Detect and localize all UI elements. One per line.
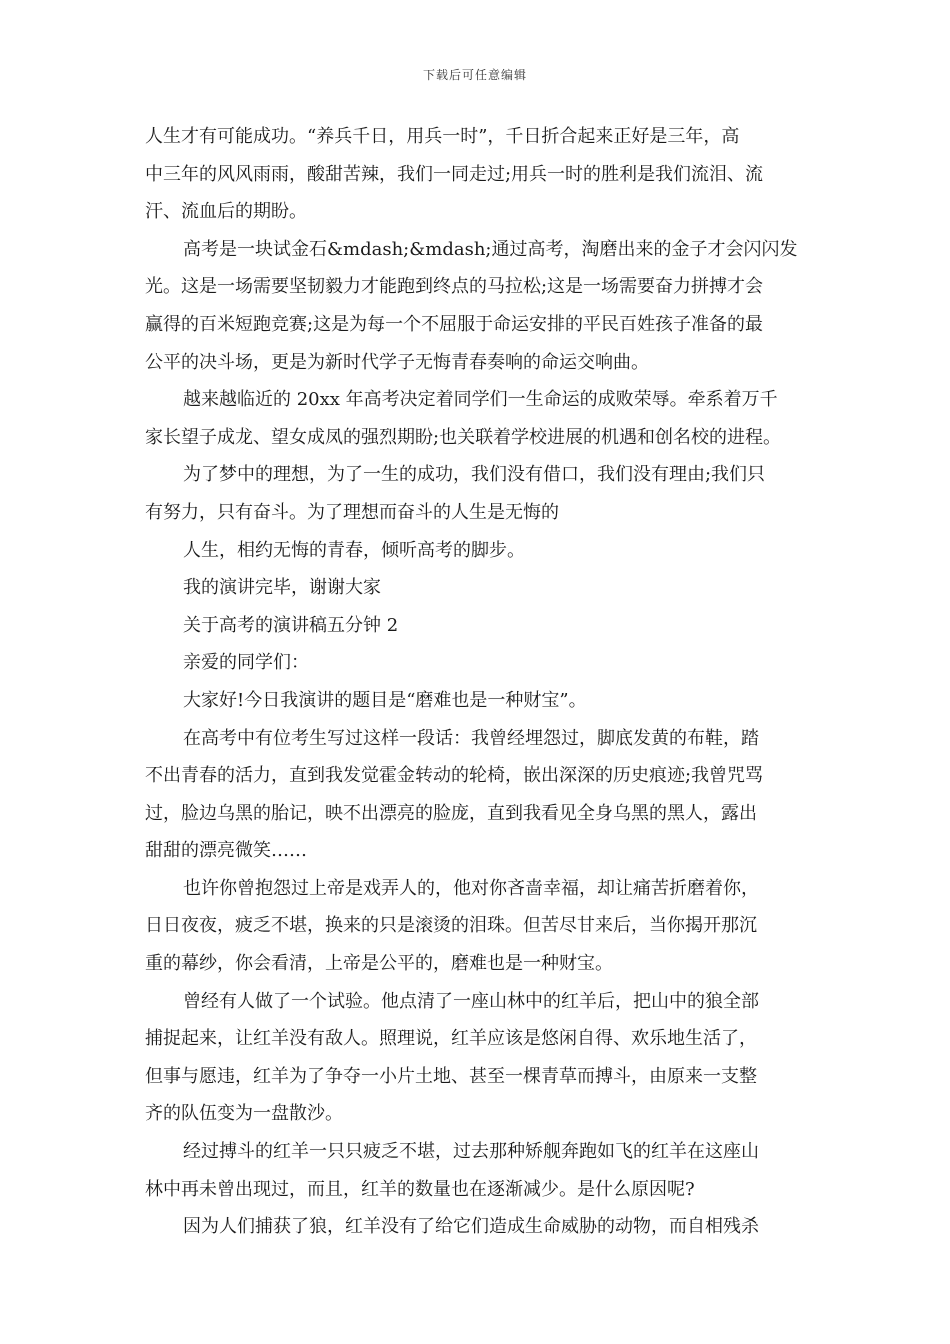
text-line: 曾经有人做了一个试验。他点清了一座山林中的红羊后，把山中的狼全部 <box>183 990 759 1012</box>
text-line: 日日夜夜，疲乏不堪，换来的只是滚烫的泪珠。但苦尽甘来后，当你揭开那沉 <box>145 915 757 937</box>
text-line: 因为人们捕获了狼，红羊没有了给它们造成生命威胁的动物，而自相残杀 <box>183 1216 759 1238</box>
text-line: 汗、流血后的期盼。 <box>145 201 307 223</box>
text-line: 大家好!今日我演讲的题目是“磨难也是一种财宝”。 <box>183 689 587 711</box>
text-line: 林中再未曾出现过，而且，红羊的数量也在逐渐减少。是什么原因呢? <box>145 1178 695 1200</box>
page-header: 下载后可任意编辑 <box>422 68 527 82</box>
text-line: 人生才有可能成功。“养兵千日，用兵一时”，千日折合起来正好是三年，高 <box>145 126 740 147</box>
text-line: 赢得的百米短跑竞赛;这是为每一个不屈服于命运安排的平民百姓孩子准备的最 <box>145 313 764 335</box>
text-line: 我的演讲完毕，谢谢大家 <box>183 577 381 599</box>
text-line: 为了梦中的理想，为了一生的成功，我们没有借口，我们没有理由;我们只 <box>183 464 766 486</box>
text-line: 在高考中有位考生写过这样一段话：我曾经埋怨过，脚底发黄的布鞋，踏 <box>183 727 759 749</box>
text-line: 公平的决斗场，更是为新时代学子无悔青春奏响的命运交响曲。 <box>145 351 649 373</box>
text-line: 也许你曾抱怨过上帝是戏弄人的，他对你吝啬幸福，却让痛苦折磨着你， <box>183 877 759 899</box>
document-body <box>145 118 809 1246</box>
text-line: 有努力，只有奋斗。为了理想而奋斗的人生是无悔的 <box>145 501 559 523</box>
text-line: 捕捉起来，让红羊没有敌人。照理说，红羊应该是悠闲自得、欢乐地生活了， <box>145 1028 757 1050</box>
text-line: 光。这是一场需要坚韧毅力才能跑到终点的马拉松;这是一场需要奋力拼搏才会 <box>145 276 764 298</box>
text-line: 但事与愿违，红羊为了争夺一小片土地、甚至一棵青草而搏斗，由原来一支整 <box>145 1065 757 1087</box>
text-line: 齐的队伍变为一盘散沙。 <box>145 1103 343 1125</box>
text-line: 经过搏斗的红羊一只只疲乏不堪，过去那种矫舰奔跑如飞的红羊在这座山 <box>183 1141 759 1163</box>
text-line: 越来越临近的 20xx 年高考决定着同学们一生命运的成败荣辱。牵系着万千 <box>183 389 778 411</box>
text-line: 人生，相约无悔的青春，倾听高考的脚步。 <box>183 539 525 561</box>
text-line: 甜甜的漂亮微笑…… <box>145 840 307 862</box>
text-line: 中三年的风风雨雨，酸甜苦辣，我们一同走过;用兵一时的胜利是我们流泪、流 <box>145 163 764 185</box>
text-line: 家长望子成龙、望女成凤的强烈期盼;也关联着学校进展的机遇和创名校的进程。 <box>145 426 782 448</box>
text-line: 关于高考的演讲稿五分钟 2 <box>183 614 399 636</box>
text-line: 亲爱的同学们： <box>183 652 309 674</box>
text-line: 重的幕纱，你会看清，上帝是公平的，磨难也是一种财宝。 <box>145 953 613 975</box>
text-line: 不出青春的活力，直到我发觉霍金转动的轮椅，嵌出深深的历史痕迹;我曾咒骂 <box>145 765 764 787</box>
text-line: 过，脸边乌黑的胎记，映不出漂亮的脸庞，直到我看见全身乌黑的黑人，露出 <box>145 802 757 824</box>
text-line: 高考是一块试金石&mdash;&mdash;通过高考，淘磨出来的金子才会闪闪发 <box>183 238 798 260</box>
